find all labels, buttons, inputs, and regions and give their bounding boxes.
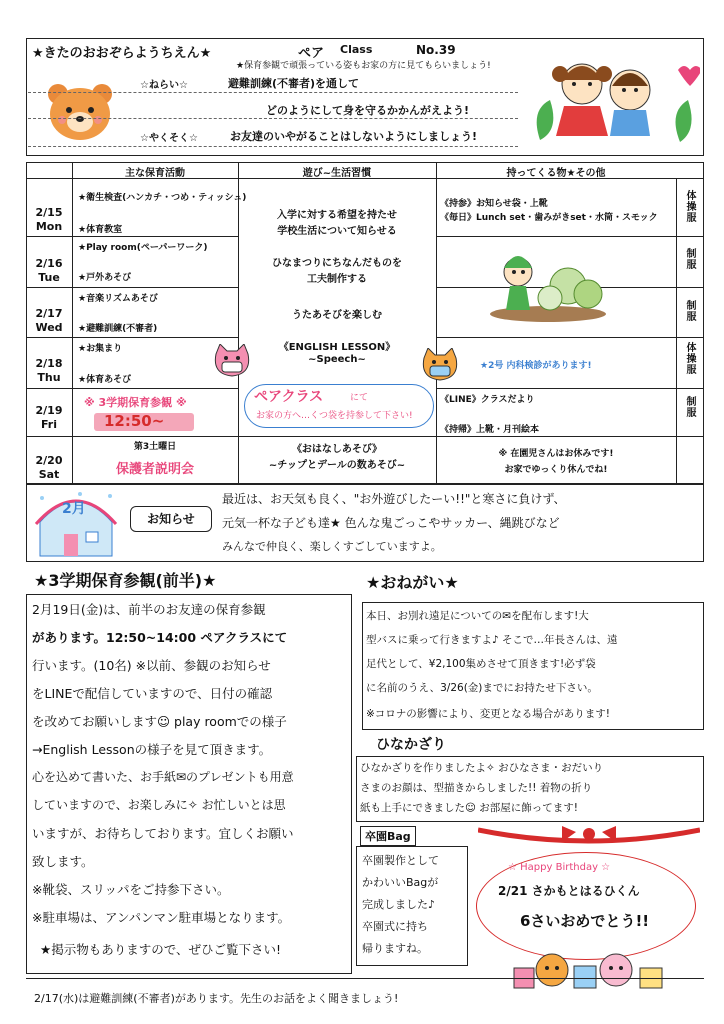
bear-icon — [44, 80, 116, 142]
date-fri: 2/19 — [35, 404, 63, 417]
promise-text: お友達のいやがることはしないようにしましょう! — [230, 130, 478, 143]
birthday-line-1: 2/21 さかもとはるひくん — [498, 884, 640, 898]
request-line-3: 足代として、¥2,100集めさせて頂きます!必ず袋 — [366, 658, 596, 670]
play-9: ~チップとデールの数あそび~ — [268, 460, 406, 471]
play-7: ~Speech~ — [308, 354, 366, 365]
observation-line-9: いますが、お待ちしております。宜しくお願い — [32, 826, 294, 841]
observation-line-1: 2月19日(金)は、前半のお友達の保育参観 — [32, 602, 266, 617]
notice-text-2: 元気一杯な子ども達★ 色んな鬼ごっこやサッカー、縄跳びなど — [222, 516, 560, 530]
dow-wed: Wed — [35, 321, 63, 334]
play-1: 入学に対する希望を持たせ — [277, 210, 397, 221]
side-mon: 体操服 — [684, 190, 695, 223]
bag-line-5: 帰りますね。 — [362, 942, 428, 955]
activity-fri-1: ※ 3学期保育参観 ※ — [84, 396, 187, 409]
item-4: 《LINE》クラスだより — [440, 395, 535, 405]
bag-line-3: 完成しました♪ — [362, 898, 436, 911]
dow-tue: Tue — [38, 271, 60, 284]
request-title: ★おねがい★ — [366, 573, 459, 592]
dow-mon: Mon — [35, 220, 63, 233]
item-2: 《毎日》Lunch set・歯みがきset・水筒・スモック — [440, 213, 658, 223]
activity-wed-1: ★音楽リズムあそび — [78, 294, 158, 304]
date-mon: 2/15 — [35, 206, 63, 219]
play-8: 《おはなしあそび》 — [291, 444, 383, 455]
activity-mon-1: ★衛生検査(ハンカチ・つめ・ティッシュ) — [78, 193, 247, 203]
cat-orange-icon — [420, 348, 460, 382]
notice-title — [130, 506, 212, 532]
date-wed: 2/17 — [35, 307, 63, 320]
observation-line-13: ★掲示物もありますので、ぜひご覧下さい! — [40, 942, 281, 957]
observation-line-12: ※駐車場は、アンパンマン駐車場となります。 — [32, 910, 291, 925]
request-line-2: 型バスに乗って行きますよ♪ そこで…年長さんは、遠 — [366, 634, 618, 646]
activity-thu-2: ★体育あそび — [78, 375, 132, 385]
observation-line-10: 致します。 — [32, 854, 94, 869]
col-header-activity: 主な保育活動 — [125, 168, 185, 179]
notice-title-text: お知らせ — [147, 512, 195, 526]
side-wed: 制服 — [684, 300, 695, 322]
bag-line-1: 卒園製作として — [362, 854, 439, 867]
header-line-2 — [28, 118, 518, 119]
animals-gifts-illustration — [512, 948, 672, 992]
hina-title: ひなかざり — [376, 737, 446, 753]
bubble-suffix: にて — [350, 393, 369, 403]
date-thu: 2/18 — [35, 357, 63, 370]
bubble-text: お家の方へ…くつ袋を持参して下さい! — [256, 411, 413, 421]
bag-line-4: 卒園式に持ち — [362, 920, 428, 933]
birthday-line-2: 6さいおめでとう!! — [520, 912, 650, 930]
class-word: Class — [340, 43, 373, 56]
dow-thu: Thu — [37, 371, 61, 384]
bubble-title: ペアクラス — [254, 389, 324, 405]
activity-thu-1: ★お集まり — [78, 344, 123, 354]
observation-line-11: ※靴袋、スリッパをご持参下さい。 — [32, 882, 230, 897]
activity-tue-2: ★戸外あそび — [78, 273, 132, 283]
notice-text-1: 最近は、お天気も良く、"お外遊びしたーい!!"と寒さに負けず、 — [222, 492, 566, 506]
item-7: お家でゆっくり休んでね! — [504, 465, 608, 475]
children-illustration — [520, 50, 700, 154]
request-line-5: ※コロナの影響により、変更となる場合があります! — [366, 708, 611, 720]
header-note: ★保育参観で頑張っている姿もお家の方に見てもらいましょう! — [236, 61, 491, 71]
request-line-4: に名前のうえ、3/26(金)までにお持たせ下さい。 — [366, 682, 598, 694]
footer-divider — [26, 978, 704, 979]
bag-title: 卒園Bag — [360, 826, 416, 846]
promise-label: ☆やくそく☆ — [140, 133, 198, 144]
observation-line-8: していますので、お楽しみに✧ お忙しいとは思 — [32, 798, 286, 812]
notice-text-3: みんなで仲良く、楽しくすごしていますよ。 — [222, 540, 442, 553]
observation-line-7: 心を込めて書いた、お手紙✉のプレゼントも用意 — [32, 770, 294, 784]
activity-tue-1: ★Play room(ペーパーワーク) — [78, 243, 208, 253]
date-sat: 2/20 — [35, 454, 63, 467]
cat-mask-icon — [212, 344, 252, 378]
hina-line-2: さまのお顔は、型描きからしました!! 着物の折り — [360, 782, 593, 794]
observation-line-6: →English Lessonの様子を見て頂きます。 — [32, 742, 272, 757]
item-6: ※ 在園児さんはお休みです! — [498, 449, 614, 459]
play-4: 工夫制作する — [307, 274, 367, 285]
side-fri: 制服 — [684, 396, 695, 418]
observation-line-3: 行います。(10名) ※以前、参観のお知らせ — [32, 658, 271, 673]
header-line-1 — [28, 92, 518, 93]
date-tue: 2/16 — [35, 257, 63, 270]
activity-sat-1: 第3土曜日 — [133, 442, 177, 452]
birthday-banner: ☆ Happy Birthday ☆ — [508, 862, 611, 873]
school-name: ★きたのおおぞらようちえん★ — [32, 46, 212, 61]
hina-line-3: 紙も上手にできました☺ お部屋に飾ってます! — [360, 802, 578, 814]
item-5: 《持帰》上靴・月刊絵本 — [440, 425, 540, 435]
issue-number: No.39 — [416, 43, 456, 57]
aim-line-1: 避難訓練(不審者)を通して — [228, 77, 360, 90]
observation-line-5: を改めてお願いします☺ play roomでの様子 — [32, 714, 287, 729]
item-3: ★2号 内科検診があります! — [480, 361, 592, 371]
observation-line-2: があります。12:50~14:00 ペアクラスにて — [32, 630, 288, 645]
activity-sat-2: 保護者説明会 — [115, 462, 194, 477]
item-1: 《持参》お知らせ袋・上靴 — [440, 199, 548, 209]
play-3: ひなまつりにちなんだものを — [272, 258, 402, 269]
activity-wed-2: ★避難訓練(不審者) — [78, 324, 158, 334]
col-header-play: 遊び~生活習慣 — [302, 168, 372, 179]
activity-mon-2: ★体育教室 — [78, 225, 123, 235]
bag-line-2: かわいいBagが — [362, 876, 439, 889]
col-header-items: 持ってくる物★その他 — [506, 168, 606, 179]
activity-fri-2: 12:50~ — [104, 412, 165, 430]
play-5: うたあそびを楽しむ — [292, 310, 382, 321]
month-badge: 2月 — [62, 501, 86, 517]
class-name: ペア — [298, 46, 325, 61]
dow-sat: Sat — [38, 468, 60, 481]
hina-line-1: ひなかざりを作りましたよ✧ おひなさま・おだいり — [360, 762, 604, 774]
footer-text: 2/17(水)は避難訓練(不審者)があります。先生のお話をよく聞きましょう! — [34, 992, 399, 1005]
header-line-3 — [28, 146, 518, 147]
dow-fri: Fri — [40, 418, 57, 431]
side-thu: 体操服 — [684, 342, 695, 375]
play-6: 《ENGLISH LESSON》 — [278, 342, 396, 353]
observation-title: ★3学期保育参観(前半)★ — [34, 571, 217, 590]
request-line-1: 本日、お別れ遠足についての✉を配布します!大 — [366, 610, 589, 622]
side-tue: 制服 — [684, 248, 695, 270]
child-vegetables-illustration — [488, 246, 608, 322]
aim-label: ☆ねらい☆ — [140, 80, 188, 91]
play-2: 学校生活について知らせる — [277, 226, 397, 237]
observation-line-4: をLINEで配信していますので、日付の確認 — [32, 686, 273, 701]
aim-line-2: どのようにして身を守るかかんがえよう! — [266, 104, 470, 117]
